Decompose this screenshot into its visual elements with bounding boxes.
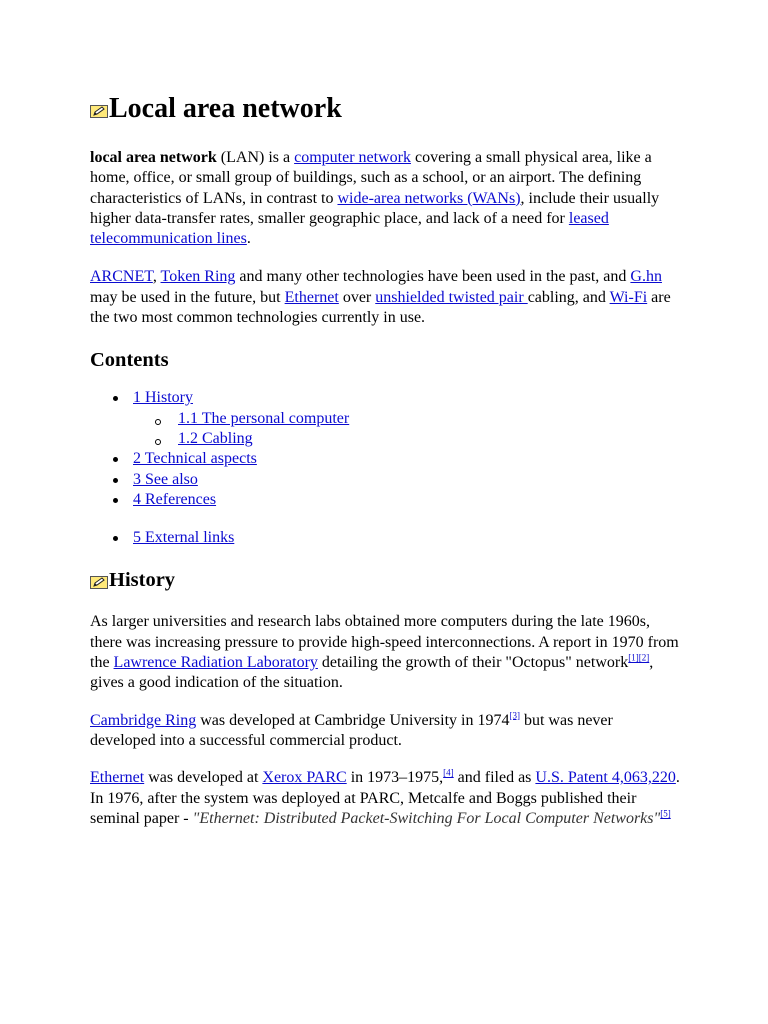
article [90, 90, 682, 829]
inline-link[interactable]: G.hn [630, 268, 662, 286]
inline-link[interactable]: Cambridge Ring [90, 711, 197, 729]
history-heading-text: History [109, 569, 176, 592]
inline-link[interactable]: unshielded twisted pair [375, 288, 528, 306]
text-run: and many other technologies have been used in the past, and [235, 268, 631, 286]
toc-item [90, 429, 682, 449]
intro-paragraph-1 [90, 148, 682, 249]
text-run: in 1973–1975, [346, 769, 444, 787]
page-title-text: Local area network [109, 93, 342, 124]
citation [660, 809, 671, 819]
citation [628, 653, 649, 663]
toc-link[interactable]: 5 External links [133, 529, 235, 547]
toc-item [90, 490, 682, 510]
inline-link[interactable]: U.S. Patent 4,063,220 [535, 769, 676, 787]
text-run: was developed at Cambridge University in 1974 [196, 711, 510, 729]
toc-item [90, 470, 682, 490]
citation-link[interactable]: [5] [660, 808, 671, 819]
text-run: was developed at [144, 769, 263, 787]
history-heading [90, 566, 682, 594]
text-run: . In 1976, after the system was deployed at PARC, Metcalfe and Boggs published their seminal paper - [90, 769, 680, 827]
inline-link[interactable]: computer network [294, 149, 411, 166]
citation-link[interactable]: [3] [509, 710, 520, 721]
inline-link[interactable]: Ethernet [284, 288, 339, 306]
inline-link[interactable]: ARCNET [90, 268, 153, 286]
toc-link[interactable]: 3 See also [133, 470, 198, 488]
inline-link[interactable]: Wi-Fi [609, 288, 648, 306]
intro-paragraph-2 [90, 267, 682, 328]
contents-heading-text: Contents [90, 349, 169, 372]
citation-link[interactable]: [1][2] [628, 652, 650, 663]
inline-link[interactable]: leased telecommunication lines [90, 209, 609, 248]
text-run: , [152, 268, 161, 286]
inline-link[interactable]: Lawrence Radiation Laboratory [113, 654, 318, 672]
toc-link[interactable]: 1.1 The personal computer [178, 409, 350, 427]
edit-pencil-icon[interactable] [90, 576, 108, 589]
toc-item [90, 528, 682, 548]
toc-link[interactable]: 4 References [133, 490, 217, 508]
toc-link[interactable]: 2 Technical aspects [133, 450, 257, 468]
paper-title: "Ethernet: Distributed Packet-Switching For Local Computer Networks" [192, 809, 661, 827]
text-run: and filed as [453, 769, 536, 787]
bold-term: local area network [90, 149, 217, 166]
citation [509, 710, 520, 720]
text-run: , include their usually higher data-transfer rates, smaller geographic place, and lack of a need for [90, 189, 660, 227]
text-run: but was never developed into a successful commercial product. [90, 711, 613, 749]
history-paragraph-3 [90, 768, 682, 829]
inline-link[interactable]: wide-area networks (WANs) [337, 189, 521, 207]
edit-pencil-icon[interactable] [90, 105, 108, 118]
citation [443, 768, 454, 778]
text-run: are the two most common technologies currently in use. [90, 288, 671, 327]
text-run: may be used in the future, but [90, 288, 285, 306]
table-of-contents [90, 388, 682, 548]
text-run: covering a small physical area, like a home, office, or small group of buildings, such as a school, or an airport. The defining characteristics of LANs, in contrast to [90, 149, 652, 207]
contents-heading [90, 346, 682, 374]
toc-item [90, 449, 682, 469]
inline-link[interactable]: Ethernet [90, 769, 145, 787]
history-paragraph-2 [90, 711, 682, 752]
toc-item [90, 388, 682, 408]
history-paragraph-1 [90, 612, 682, 693]
toc-item [90, 409, 682, 429]
text-run: detailing the growth of their "Octopus" network [317, 654, 629, 672]
inline-link[interactable]: Token Ring [160, 268, 236, 286]
toc-link[interactable]: 1.2 Cabling [178, 429, 253, 447]
text-run: As larger universities and research labs obtained more computers during the late 1960s, there was increasing pressure to provide high-speed interconnections. A report in 1970 from the [90, 613, 679, 672]
text-run: . [246, 230, 251, 248]
page-title [90, 90, 682, 128]
text-run: over [338, 288, 376, 306]
text-run: cabling, and [527, 288, 610, 306]
toc-link[interactable]: 1 History [133, 389, 193, 407]
inline-link[interactable]: Xerox PARC [262, 769, 347, 787]
citation-link[interactable]: [4] [443, 767, 454, 778]
text-run: (LAN) is a [216, 149, 295, 166]
text-run: , gives a good indication of the situation. [90, 654, 654, 692]
